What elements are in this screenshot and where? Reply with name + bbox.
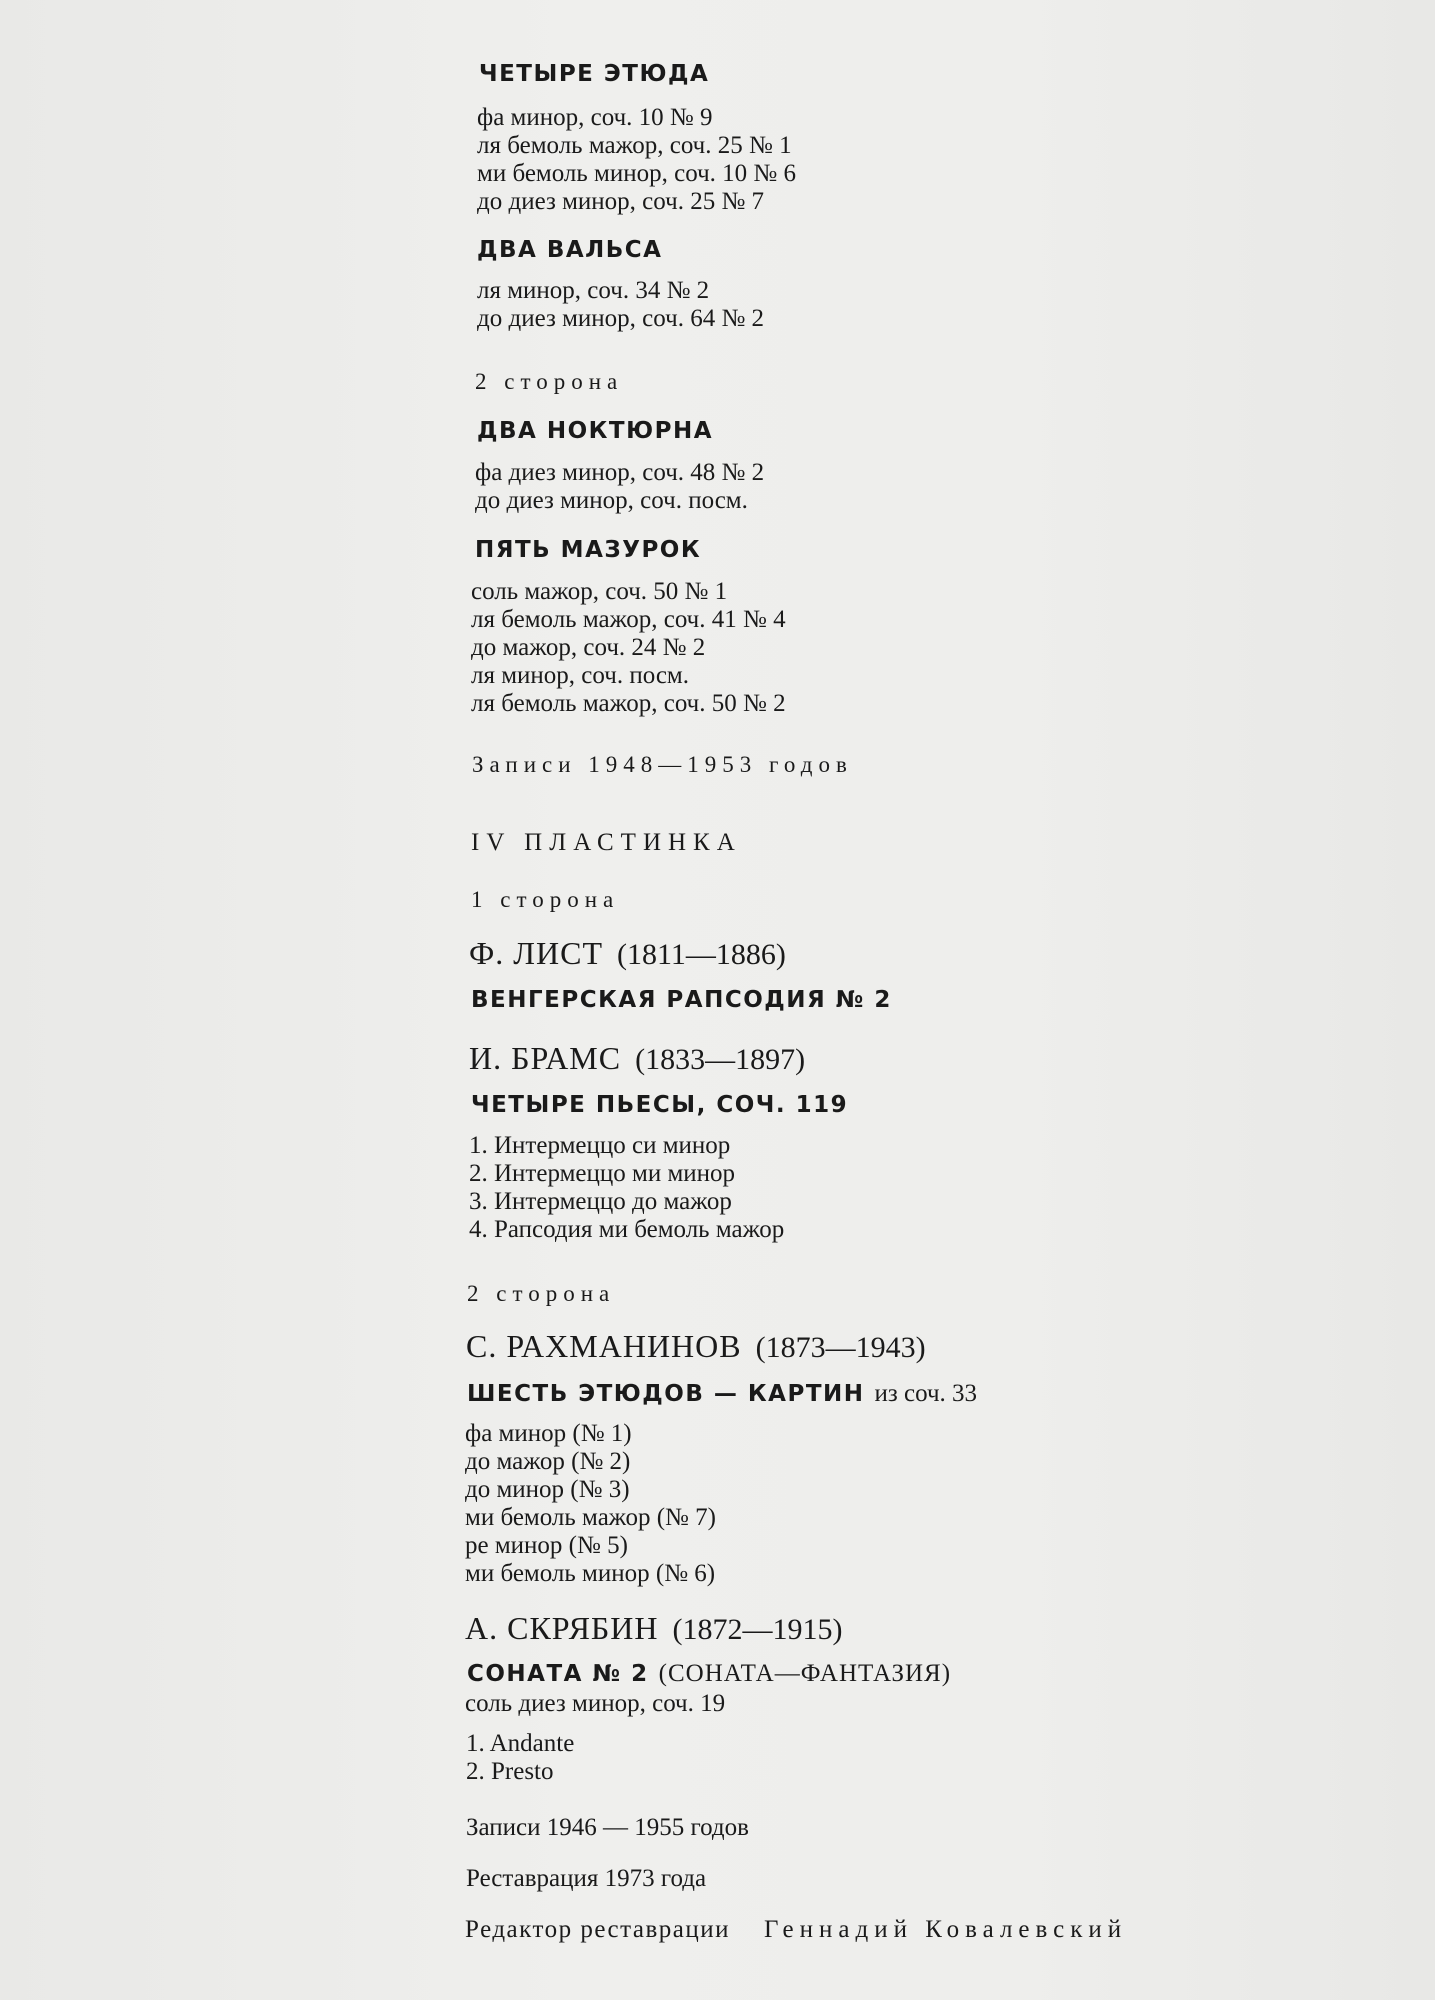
etudes-heading: ЧЕТЫРЕ ЭТЮДА (479, 61, 710, 87)
scriabin-header (465, 1610, 843, 1647)
brahms-list (469, 1132, 784, 1244)
list-item: фа диез минор, соч. 48 № 2 (475, 459, 765, 486)
list-item: ля бемоль мажор, соч. 41 № 4 (471, 606, 786, 633)
rachmaninov-header (466, 1328, 926, 1365)
composer-name: И. БРАМС (469, 1040, 622, 1076)
composer-years: (1872—1915) (672, 1613, 843, 1646)
list-item: до мажор (№ 2) (465, 1448, 631, 1475)
restoration-year: Реставрация 1973 года (466, 1865, 707, 1892)
scriabin-list (466, 1730, 574, 1786)
list-item: до диез минор, соч. посм. (475, 487, 748, 514)
list-item: до минор (№ 3) (465, 1476, 630, 1503)
list-item: 2. Интермеццо ми минор (469, 1160, 736, 1187)
mazurkas-heading: ПЯТЬ МАЗУРОК (475, 537, 702, 563)
list-item: до мажор, соч. 24 № 2 (471, 634, 706, 661)
list-item: фа минор (№ 1) (465, 1420, 632, 1447)
list-item: ля бемоль мажор, соч. 50 № 2 (471, 690, 786, 717)
side-label: 1 сторона (471, 887, 620, 912)
rachmaninov-work-line (467, 1380, 977, 1408)
record-title: IV ПЛАСТИНКА (471, 829, 742, 856)
list-item: ми бемоль минор (№ 6) (465, 1560, 716, 1587)
list-item: 2. Presto (466, 1758, 554, 1785)
editor-line (465, 1916, 1127, 1944)
composer-name: Ф. ЛИСТ (469, 935, 603, 971)
work-suffix: из соч. 33 (874, 1380, 978, 1407)
editor-label: Редактор реставрации (465, 1916, 730, 1943)
rachmaninov-work: ШЕСТЬ ЭТЮДОВ — КАРТИН (467, 1381, 865, 1407)
scriabin-work: СОНАТА № 2 (467, 1661, 649, 1687)
records-years: Записи 1948—1953 годов (472, 752, 853, 777)
list-item: до диез минор, соч. 25 № 7 (477, 188, 765, 215)
list-item: 1. Интермеццо си минор (469, 1132, 731, 1159)
list-item: ми бемоль минор, соч. 10 № 6 (477, 160, 797, 187)
scriabin-work-line (467, 1660, 951, 1688)
mazurkas-list (471, 578, 786, 718)
brahms-work: ЧЕТЫРЕ ПЬЕСЫ, СОЧ. 119 (471, 1092, 849, 1118)
list-item: до диез минор, соч. 64 № 2 (477, 305, 765, 332)
nocturnes-heading: ДВА НОКТЮРНА (477, 418, 714, 444)
composer-years: (1873—1943) (755, 1331, 926, 1364)
list-item: ми бемоль мажор (№ 7) (465, 1504, 716, 1531)
list-item: ля минор, соч. 34 № 2 (477, 277, 710, 304)
list-item: фа минор, соч. 10 № 9 (477, 104, 713, 131)
etudes-list (477, 104, 796, 216)
brahms-header (469, 1040, 805, 1077)
nocturnes-list (475, 459, 764, 515)
composer-years: (1833—1897) (635, 1043, 806, 1076)
list-item: ре минор (№ 5) (465, 1532, 628, 1559)
list-item: ля бемоль мажор, соч. 25 № 1 (477, 132, 792, 159)
editor-name: Геннадий Ковалевский (764, 1916, 1128, 1943)
list-item: 1. Andante (466, 1730, 575, 1757)
list-item: 3. Интермеццо до мажор (469, 1188, 732, 1215)
list-item: ля минор, соч. посм. (471, 662, 689, 689)
work-suffix: (СОНАТА—ФАНТАЗИЯ) (658, 1660, 952, 1687)
composer-name: С. РАХМАНИНОВ (466, 1328, 742, 1364)
composer-name: А. СКРЯБИН (465, 1610, 659, 1646)
liszt-work: ВЕНГЕРСКАЯ РАПСОДИЯ № 2 (471, 987, 892, 1013)
liszt-header (469, 935, 786, 972)
waltzes-list (477, 277, 764, 333)
list-item: 4. Рапсодия ми бемоль мажор (469, 1216, 785, 1243)
side-label: 2 сторона (467, 1281, 616, 1306)
records-years: Записи 1946 — 1955 годов (466, 1814, 749, 1841)
side-label: 2 сторона (475, 369, 624, 394)
list-item: соль мажор, соч. 50 № 1 (471, 578, 728, 605)
waltzes-heading: ДВА ВАЛЬСА (477, 237, 663, 263)
composer-years: (1811—1886) (616, 938, 786, 971)
scriabin-key: соль диез минор, соч. 19 (465, 1690, 726, 1717)
rachmaninov-list (465, 1420, 716, 1588)
